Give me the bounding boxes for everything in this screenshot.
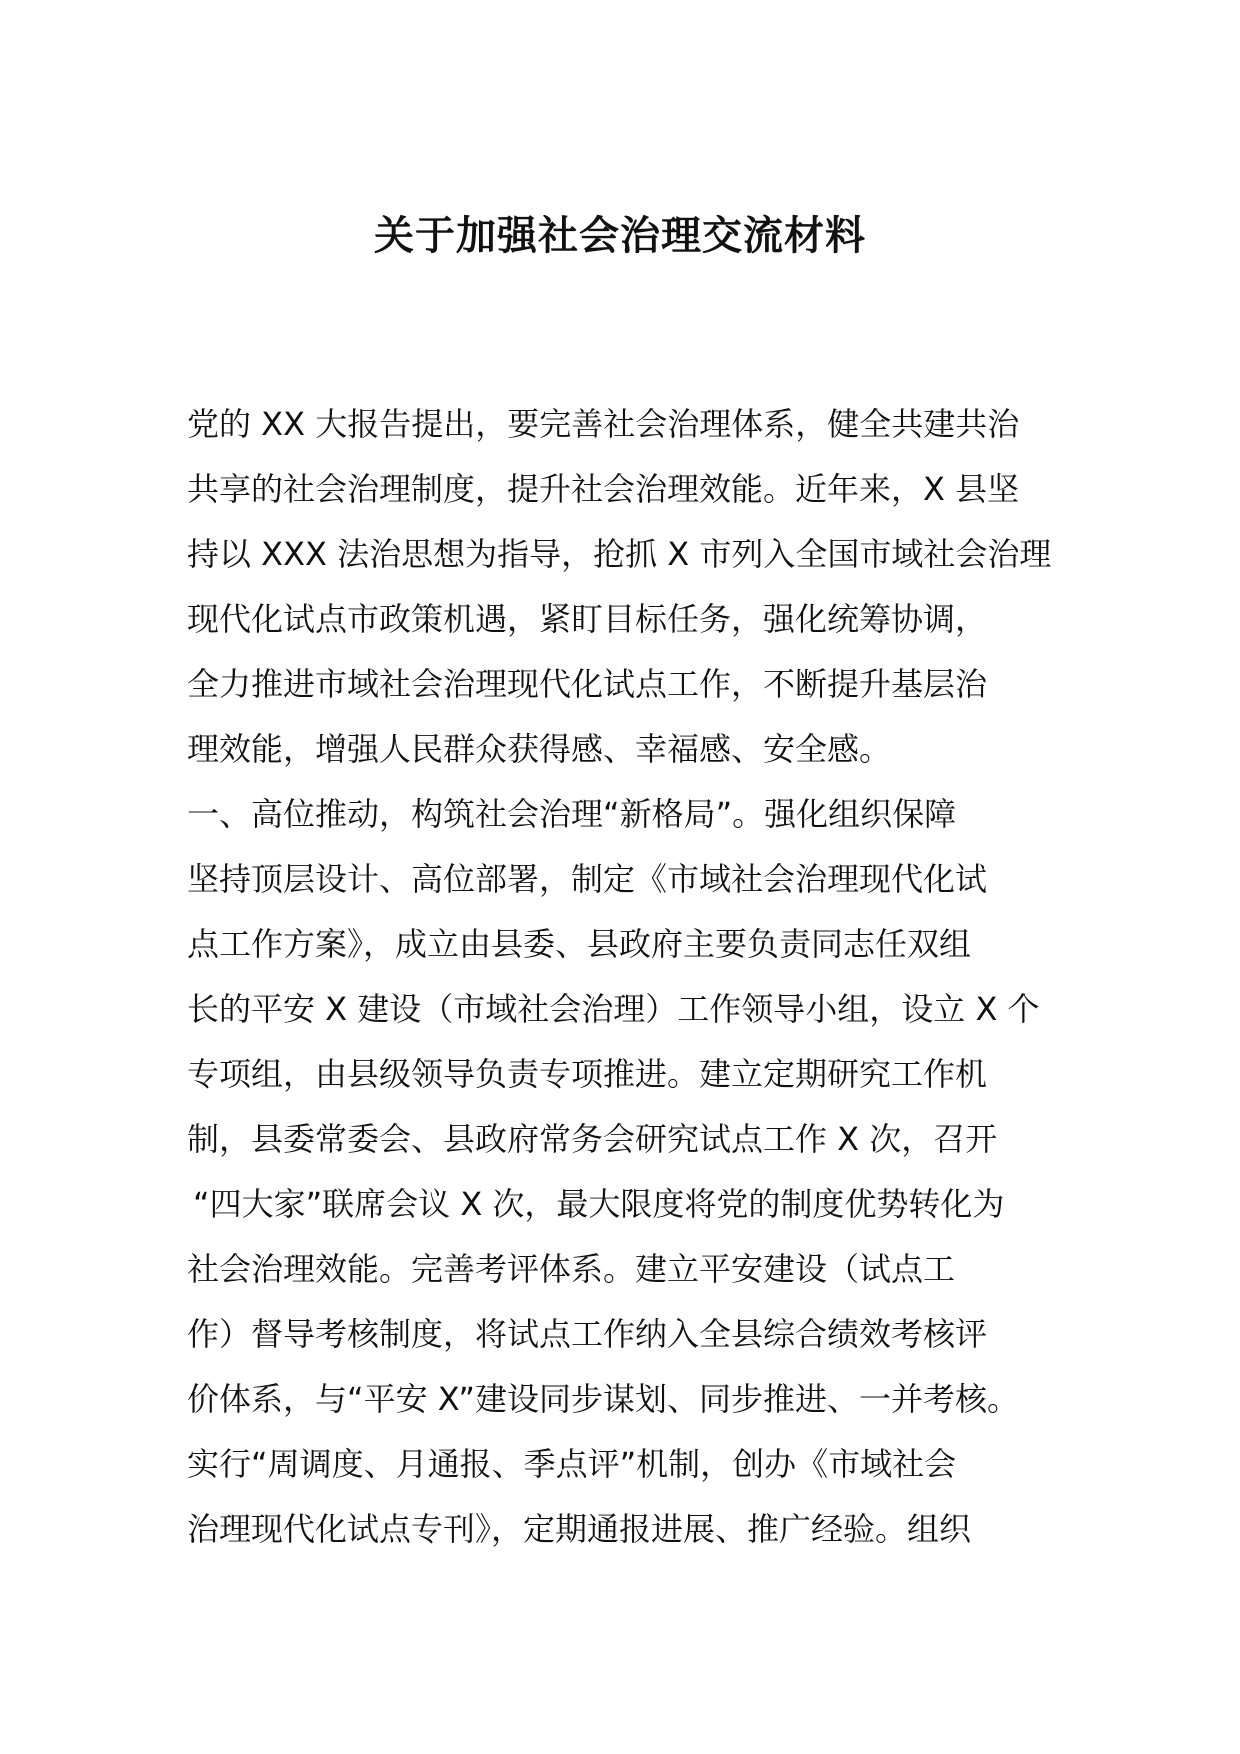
body-line: 作）督导考核制度，将试点工作纳入全县综合绩效考核评	[187, 1315, 988, 1353]
section-heading-line: 一、高位推动，构筑社会治理“新格局”。强化组织保障	[187, 795, 957, 833]
body-line: 持以 XXX 法治思想为指导，抢抓 X 市列入全国市域社会治理	[187, 535, 1052, 573]
body-line: 实行“周调度、月通报、季点评”机制，创办《市域社会	[187, 1445, 957, 1483]
body-line: 价体系，与“平安 X”建设同步谋划、同步推进、一并考核。	[187, 1380, 1019, 1418]
body-line: 专项组，由县级领导负责专项推进。建立定期研究工作机	[187, 1055, 988, 1093]
body-line: 理效能，增强人民群众获得感、幸福感、安全感。	[187, 730, 892, 768]
body-line: 点工作方案》，成立由县委、县政府主要负责同志任双组	[187, 925, 972, 963]
body-line: 共享的社会治理制度，提升社会治理效能。近年来，X 县坚	[187, 470, 1020, 508]
body-line: “四大家”联席会议 X 次，最大限度将党的制度优势转化为	[193, 1185, 1005, 1223]
body-line: 党的 XX 大报告提出，要完善社会治理体系，健全共建共治	[187, 405, 1020, 443]
document-title: 关于加强社会治理交流材料	[374, 213, 866, 259]
document-body	[187, 392, 1067, 1562]
body-line: 社会治理效能。完善考评体系。建立平安建设（试点工	[187, 1250, 956, 1288]
body-line: 治理现代化试点专刊》，定期通报进展、推广经验。组织	[187, 1510, 972, 1548]
body-line: 制，县委常委会、县政府常务会研究试点工作 X 次，召开	[187, 1120, 998, 1158]
body-line: 坚持顶层设计、高位部署，制定《市域社会治理现代化试	[187, 860, 988, 898]
body-line: 现代化试点市政策机遇，紧盯目标任务，强化统筹协调，	[187, 600, 988, 638]
body-line: 全力推进市域社会治理现代化试点工作，不断提升基层治	[187, 665, 988, 703]
body-line: 长的平安 X 建设（市域社会治理）工作领导小组，设立 X 个	[187, 990, 1040, 1028]
